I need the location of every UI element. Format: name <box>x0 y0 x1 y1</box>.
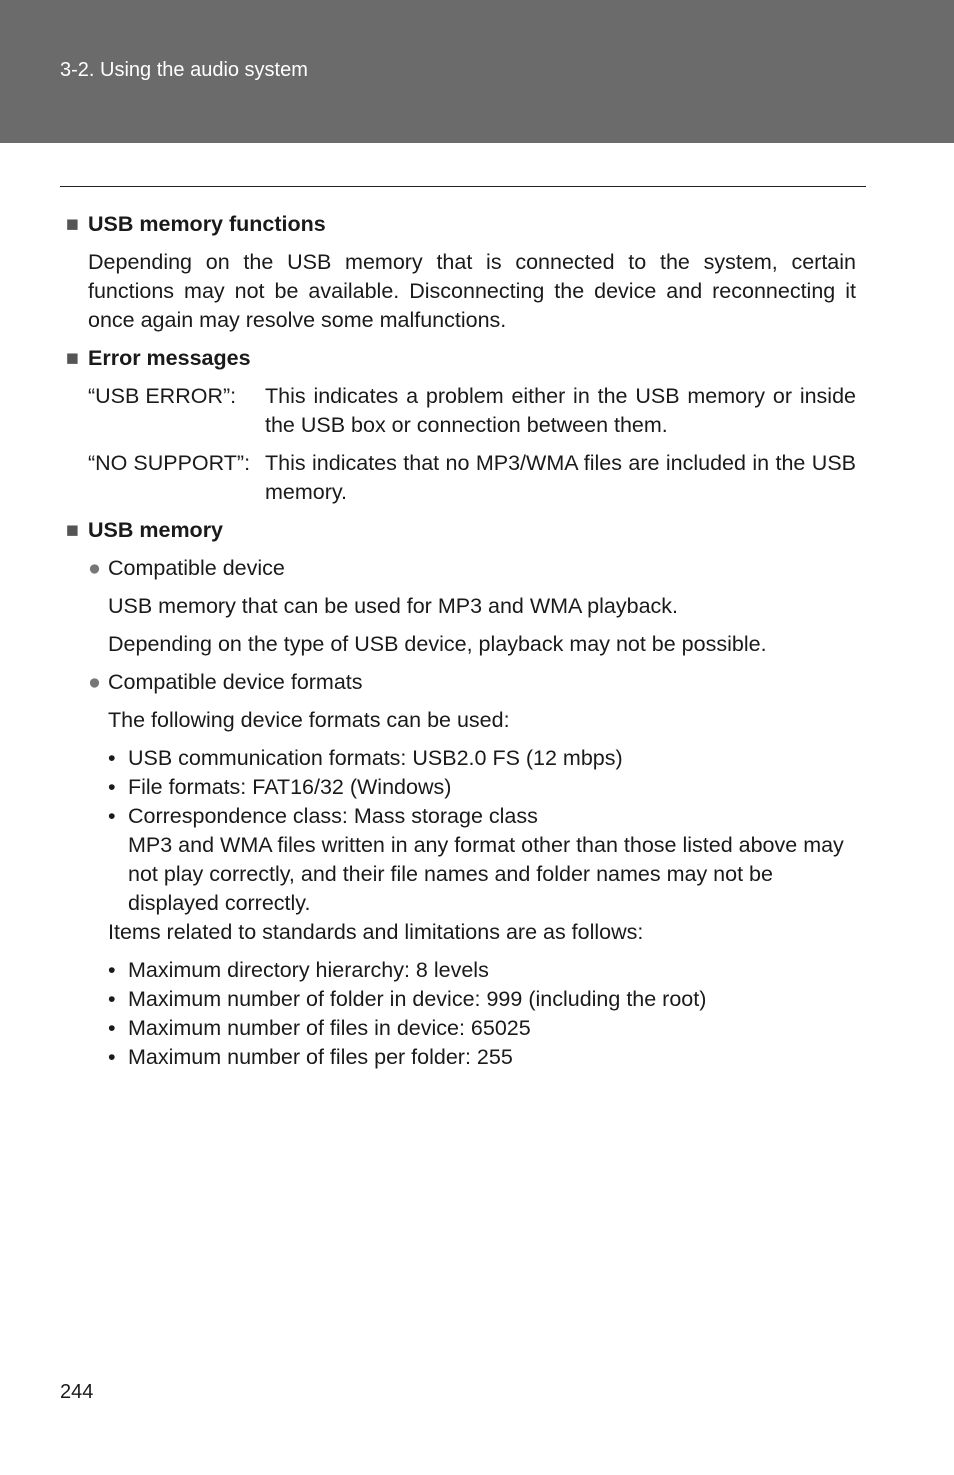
list-item: • Maximum number of files in device: 65025 <box>108 1014 856 1043</box>
dot-bullet-icon: • <box>108 804 116 828</box>
section-header: 3-2. Using the audio system <box>60 59 308 81</box>
compatible-device-line: Depending on the type of USB device, playback may not be possible. <box>108 632 767 656</box>
section-title-usb-memory: ■ USB memory <box>66 516 856 545</box>
page-content <box>66 210 856 1081</box>
compatible-device-line: USB memory that can be used for MP3 and WMA playback. <box>108 594 679 618</box>
list-item: • Maximum directory hierarchy: 8 levels <box>108 956 856 985</box>
error-description: This indicates a problem either in the USB memory or inside the USB box or connection between them. <box>265 384 856 437</box>
circle-bullet-icon: ● <box>88 556 101 580</box>
page-number: 244 <box>60 1381 94 1403</box>
section-title-error-messages: ■ Error messages <box>66 344 856 373</box>
compatible-formats-heading: ● Compatible device formats <box>66 668 856 697</box>
square-bullet-icon: ■ <box>66 212 79 236</box>
formats-intro: The following device formats can be used: <box>108 708 510 732</box>
usb-functions-body: Depending on the USB memory that is connected to the system, certain functions may not be available. Disconnecting the device and reconnecting it once again may resolve some malfunctions. <box>88 250 856 332</box>
list-item: • USB communication formats: USB2.0 FS (12 mbps) <box>108 744 856 773</box>
limits-list <box>66 956 856 1072</box>
formats-list <box>66 744 856 918</box>
square-bullet-icon: ■ <box>66 346 79 370</box>
list-item: • Maximum number of folder in device: 999 (including the root) <box>108 985 856 1014</box>
header-bar <box>0 0 954 143</box>
formats-note: MP3 and WMA files written in any format other than those listed above may not play correctly, and their file names and folder names may not be displayed correctly. <box>128 833 844 915</box>
dot-bullet-icon: • <box>108 1045 116 1069</box>
dot-bullet-icon: • <box>108 958 116 982</box>
square-bullet-icon: ■ <box>66 518 79 542</box>
dot-bullet-icon: • <box>108 775 116 799</box>
error-description: This indicates that no MP3/WMA files are included in the USB memory. <box>265 451 856 504</box>
list-item <box>108 802 856 918</box>
dot-bullet-icon: • <box>108 987 116 1011</box>
compatible-device-heading: ● Compatible device <box>66 554 856 583</box>
error-message-row <box>66 449 856 507</box>
error-label: “USB ERROR”: <box>88 384 237 408</box>
dot-bullet-icon: • <box>108 746 116 770</box>
dot-bullet-icon: • <box>108 1016 116 1040</box>
limits-intro: Items related to standards and limitations are as follows: <box>108 920 644 944</box>
circle-bullet-icon: ● <box>88 670 101 694</box>
error-message-row <box>66 382 856 440</box>
section-title-usb-functions: ■ USB memory functions <box>66 210 856 239</box>
list-item: • Maximum number of files per folder: 255 <box>108 1043 856 1072</box>
horizontal-rule <box>60 186 866 187</box>
list-item-text: Correspondence class: Mass storage class <box>128 804 538 828</box>
error-label: “NO SUPPORT”: <box>88 451 251 475</box>
list-item: • File formats: FAT16/32 (Windows) <box>108 773 856 802</box>
